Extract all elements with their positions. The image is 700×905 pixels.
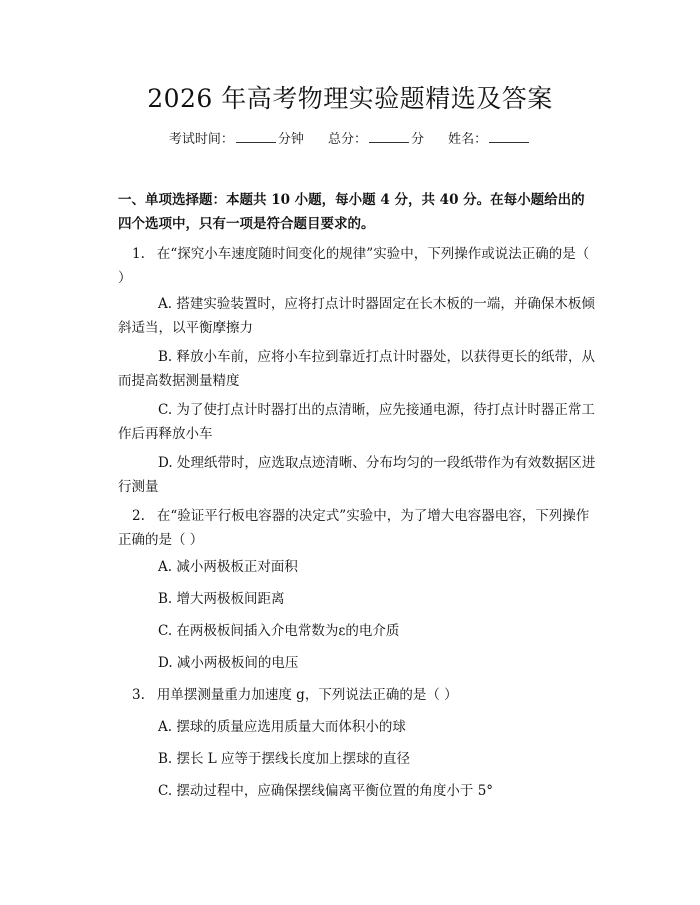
question-3-option-a: A. 摆球的质量应选用质量大而体积小的球 bbox=[158, 719, 406, 735]
question-3-option-c: C. 摆动过程中，应确保摆线偏离平衡位置的角度小于 5° bbox=[158, 783, 494, 799]
question-text: 用单摆测量重力加速度 g，下列说法正确的是（ ） bbox=[156, 687, 458, 703]
total-score-field bbox=[328, 130, 424, 150]
question-2-option-b: B. 增大两极板间距离 bbox=[158, 591, 285, 607]
name-field bbox=[448, 130, 531, 150]
question-text: 在“探究小车速度随时间变化的规律”实验中，下列操作或说法正确的是（ ） bbox=[118, 246, 590, 286]
question-2-option-c: C. 在两极板间插入介电常数为ε的电介质 bbox=[158, 623, 400, 639]
question-text: 在“验证平行板电容器的决定式”实验中，为了增大电容器电容，下列操作正确的是（ ） bbox=[118, 508, 590, 548]
name-label: 姓名： bbox=[448, 132, 488, 147]
total-score-label: 总分： bbox=[327, 132, 367, 147]
question-1-option-c: C. 为了使打点计时器打出的点清晰，应先接通电源，待打点计时器正常工作后再释放小车 bbox=[118, 402, 595, 442]
exam-time-unit: 分钟 bbox=[277, 132, 304, 147]
section-header: 一、单项选择题：本题共 10 小题，每小题 4 分，共 40 分。在每小题给出的四个选项中，只有一项是符合题目要求的。 bbox=[118, 192, 585, 232]
exam-info-line bbox=[0, 130, 700, 150]
exam-time-blank bbox=[236, 130, 276, 143]
total-score-blank bbox=[369, 130, 409, 143]
exam-time-field bbox=[169, 130, 304, 150]
page-title: 2026 年高考物理实验题精选及答案 bbox=[147, 84, 553, 113]
name-blank bbox=[489, 130, 529, 143]
question-number: 2. bbox=[132, 508, 145, 524]
exam-time-label: 考试时间： bbox=[168, 132, 234, 147]
question-1-option-b: B. 释放小车前，应将小车拉到靠近打点计时器处，以获得更长的纸带，从而提高数据测量精度 bbox=[118, 349, 596, 389]
question-number: 3. bbox=[132, 687, 145, 703]
question-1-option-a: A. 搭建实验装置时，应将打点计时器固定在长木板的一端，并确保木板倾斜适当，以平衡摩擦力 bbox=[118, 296, 595, 336]
question-2 bbox=[118, 504, 598, 552]
question-1-option-d: D. 处理纸带时，应选取点迹清晰、分布均匀的一段纸带作为有效数据区进行测量 bbox=[118, 455, 596, 495]
question-2-option-a: A. 减小两极板正对面积 bbox=[158, 559, 298, 575]
question-2-option-d: D. 减小两极板间的电压 bbox=[158, 655, 299, 671]
question-3-option-b: B. 摆长 L 应等于摆线长度加上摆球的直径 bbox=[158, 751, 411, 767]
question-1 bbox=[118, 242, 598, 290]
question-number: 1. bbox=[132, 246, 145, 262]
question-3 bbox=[118, 683, 598, 707]
total-score-unit: 分 bbox=[411, 132, 425, 147]
